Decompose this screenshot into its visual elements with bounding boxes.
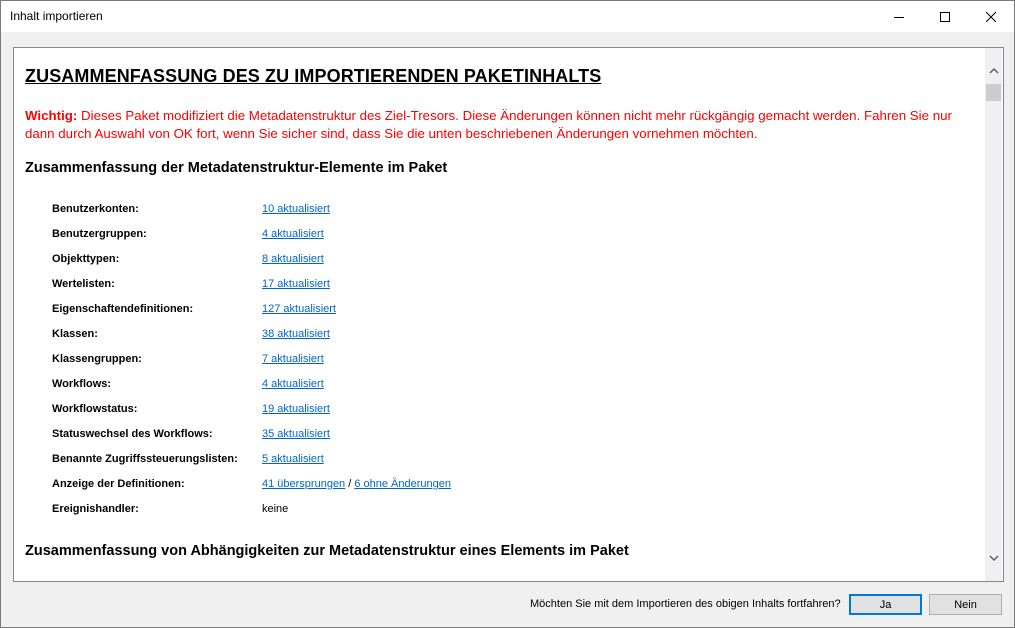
row-label: Workflowstatus:: [52, 403, 138, 415]
unchanged-link[interactable]: 6 ohne Änderungen: [354, 478, 452, 490]
row-label: Statuswechsel des Workflows:: [52, 428, 213, 440]
updated-link[interactable]: 4 aktualisiert: [262, 378, 324, 390]
row-label: Klassengruppen:: [52, 353, 142, 365]
row-value: [262, 253, 324, 265]
row-value: keine: [262, 503, 289, 515]
maximize-icon: [940, 12, 950, 22]
row-label: Workflows:: [52, 378, 112, 390]
row-label: Klassen:: [52, 328, 98, 340]
row-value: [262, 203, 330, 215]
no-button[interactable]: Nein: [929, 594, 1002, 615]
minimize-button[interactable]: [876, 1, 922, 32]
warning-text: Dieses Paket modifiziert die Metadatenstruktur des Ziel-Tresors. Diese Änderungen können nicht mehr rückgängig gemacht werden. Fahren Sie nur dann durch Auswahl von OK fort, wenn Sie sicher sind, dass Sie die unten beschriebenen Änderungen vornehmen möchten.: [25, 108, 952, 141]
row-label: Ereignishandler:: [52, 503, 139, 515]
close-button[interactable]: [968, 1, 1014, 32]
warning-label: Wichtig:: [25, 108, 78, 123]
updated-link[interactable]: 35 aktualisiert: [262, 428, 330, 440]
row-label: Benutzergruppen:: [52, 228, 147, 240]
updated-link[interactable]: 19 aktualisiert: [262, 403, 330, 415]
section-title-dependencies: Zusammenfassung von Abhängigkeiten zur Metadatenstruktur eines Elements im Paket: [25, 543, 629, 559]
yes-button[interactable]: Ja: [849, 594, 922, 615]
updated-link[interactable]: 5 aktualisiert: [262, 453, 324, 465]
maximize-button[interactable]: [922, 1, 968, 32]
row-value: [262, 378, 324, 390]
value-separator: /: [345, 478, 355, 490]
updated-link[interactable]: 7 aktualisiert: [262, 353, 324, 365]
close-icon: [986, 12, 996, 22]
row-value: [262, 428, 330, 440]
summary-pane: [13, 47, 1004, 582]
row-label: Eigenschaftendefinitionen:: [52, 303, 194, 315]
warning-message: [25, 107, 970, 143]
row-value: [262, 353, 324, 365]
row-label: Objekttypen:: [52, 253, 120, 265]
title-bar[interactable]: [1, 1, 1014, 32]
updated-link[interactable]: 17 aktualisiert: [262, 278, 330, 290]
row-value: [262, 453, 324, 465]
row-label: Benannte Zugriffssteuerungslisten:: [52, 453, 238, 465]
chevron-down-icon: [989, 555, 999, 562]
scroll-down-button[interactable]: [985, 550, 1002, 567]
chevron-up-icon: [989, 67, 999, 74]
row-label: Anzeige der Definitionen:: [52, 478, 185, 490]
updated-link[interactable]: 4 aktualisiert: [262, 228, 324, 240]
row-value: [262, 303, 336, 315]
confirm-question: Möchten Sie mit dem Importieren des obigen Inhalts fortfahren?: [530, 598, 841, 610]
row-label: Benutzerkonten:: [52, 203, 139, 215]
vertical-scrollbar[interactable]: [985, 48, 1002, 581]
scroll-up-button[interactable]: [985, 62, 1002, 79]
minimize-icon: [894, 12, 904, 22]
row-value: [262, 403, 330, 415]
updated-link[interactable]: 10 aktualisiert: [262, 203, 330, 215]
window-title: Inhalt importieren: [10, 9, 103, 23]
updated-link[interactable]: 38 aktualisiert: [262, 328, 330, 340]
scroll-thumb[interactable]: [986, 84, 1001, 101]
skipped-link[interactable]: 41 übersprungen: [262, 478, 346, 490]
updated-link[interactable]: 8 aktualisiert: [262, 253, 324, 265]
page-title: ZUSAMMENFASSUNG DES ZU IMPORTIERENDEN PAKETINHALTS: [25, 66, 602, 86]
section-title-elements: Zusammenfassung der Metadatenstruktur-Elemente im Paket: [25, 160, 448, 176]
summary-content: [14, 48, 984, 581]
row-value: [262, 478, 451, 490]
updated-link[interactable]: 127 aktualisiert: [262, 303, 336, 315]
row-value: [262, 328, 330, 340]
row-value: [262, 228, 324, 240]
row-label: Wertelisten:: [52, 278, 115, 290]
row-value: [262, 278, 330, 290]
